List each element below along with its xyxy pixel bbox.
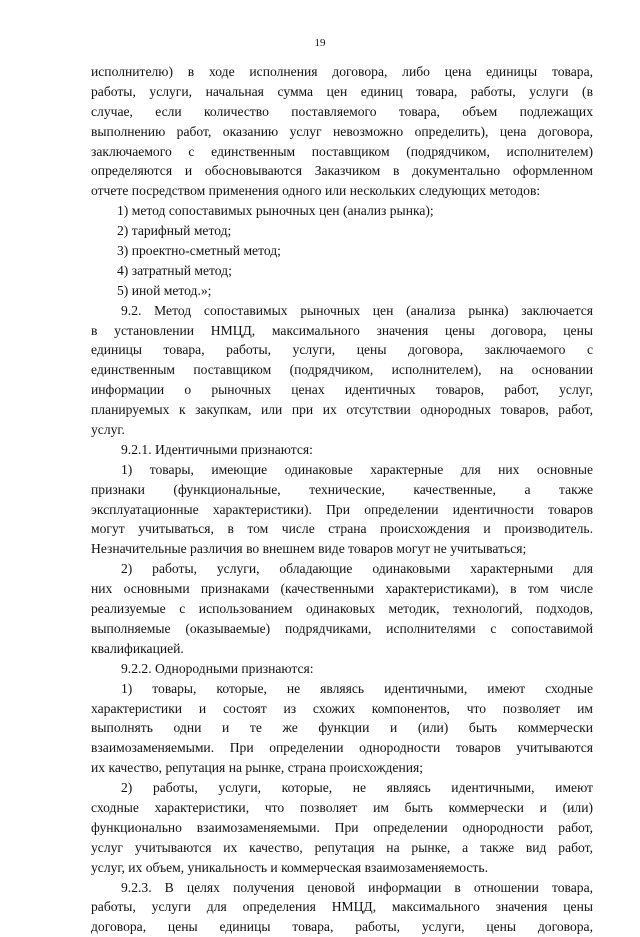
text-line: взаимозаменяемыми. При определении однородности товаров учитываются xyxy=(91,740,593,756)
text-line: заключаемого с единственным поставщиком (подрядчиком, исполнителем) xyxy=(91,143,593,159)
text-line: Незначительные различия во внешнем виде товаров могут не учитываться; xyxy=(91,541,527,557)
text-line: работы, услуги для определения НМЦД, максимального значения цены xyxy=(91,899,593,915)
text-line: услуг, их объем, уникальность и коммерческая взаимозаменяемость. xyxy=(91,859,488,875)
list-item: 4) затратный метод; xyxy=(117,262,232,278)
page-number: 19 xyxy=(314,37,326,49)
text-line: квалификацией. xyxy=(91,640,184,656)
section-line: 9.2.3. В целях получения ценовой информации в отношении товара, xyxy=(121,879,593,895)
text-line: реализуемые с использованием одинаковых методик, технологий, подходов, xyxy=(91,601,593,617)
list-item: 2) работы, услуги, обладающие одинаковыми характерными для xyxy=(121,561,593,577)
text-line: исполнителю) в ходе исполнения договора, либо цена единицы товара, xyxy=(91,64,593,79)
text-line: эксплуатационные характеристики). При определении идентичности товаров xyxy=(91,501,593,517)
text-line: единственным поставщиком (подрядчиком, исполнителем), на основании xyxy=(91,362,593,378)
list-item: 5) иной метод.»; xyxy=(117,282,212,298)
text-line: определяются и обосновываются Заказчиком в документально оформленном xyxy=(91,163,593,179)
section-line: 9.2.1. Идентичными признаются: xyxy=(121,441,313,457)
text-line: договора, цены единицы товара, работы, услуги, цены договора, xyxy=(91,919,593,935)
text-line: услуг. xyxy=(91,422,125,438)
text-line: выполнять одни и те же функции и (или) быть коммерчески xyxy=(91,720,593,736)
list-item: 1) метод сопоставимых рыночных цен (анализ рынка); xyxy=(117,203,434,219)
text-line: услуг учитываются их качество, репутация на рынке, а также вид работ, xyxy=(91,839,593,855)
text-line: характеристики и состоят из схожих компонентов, что позволяет им xyxy=(91,700,593,716)
text-line: сходные характеристики, что позволяет им быть коммерчески и (или) xyxy=(91,799,593,815)
text-line: планируемых к закупкам, или при их отсутствии однородных товаров, работ, xyxy=(91,402,593,418)
list-item: 3) проектно-сметный метод; xyxy=(117,243,281,259)
text-line: выполнению работ, оказанию услуг невозможно определить), цена договора, xyxy=(91,123,593,139)
list-item: 1) товары, имеющие одинаковые характерные для них основные xyxy=(121,461,593,477)
text-line: информации о рыночных ценах идентичных товаров, работ, услуг, xyxy=(91,382,593,398)
text-line: них основными признаками (качественными характеристиками), в том числе xyxy=(91,581,593,597)
text-line: работы, услуги, начальная сумма цен единиц товара, работы, услуги (в xyxy=(91,83,593,99)
text-line: в установлении НМЦД, максимального значения цены договора, цены xyxy=(91,322,593,338)
text-line: могут учитываться, в том числе страна происхождения и производитель. xyxy=(91,521,593,537)
list-item: 2) работы, услуги, которые, не являясь идентичными, имеют xyxy=(121,780,593,796)
page-body xyxy=(91,62,593,937)
text-line: выполняемые (оказываемые) подрядчиками, исполнителями с сопоставимой xyxy=(91,620,593,636)
section-line: 9.2.2. Однородными признаются: xyxy=(121,660,314,676)
text-line: функционально взаимозаменяемыми. При определении однородности работ, xyxy=(91,819,593,835)
section-line: 9.2. Метод сопоставимых рыночных цен (анализа рынка) заключается xyxy=(121,302,593,318)
list-item: 1) товары, которые, не являясь идентичными, имеют сходные xyxy=(121,680,593,696)
text-line: признаки (функциональные, технические, качественные, а также xyxy=(91,481,593,497)
list-item: 2) тарифный метод; xyxy=(117,223,232,239)
text-line: их качество, репутация на рынке, страна происхождения; xyxy=(91,760,424,776)
text-line: единицы товара, работы, услуги, цены договора, заключаемого с xyxy=(91,342,593,358)
text-line: случае, если количество поставляемого товара, объем подлежащих xyxy=(91,103,593,119)
text-line: отчете посредством применения одного или нескольких следующих методов: xyxy=(91,183,541,199)
